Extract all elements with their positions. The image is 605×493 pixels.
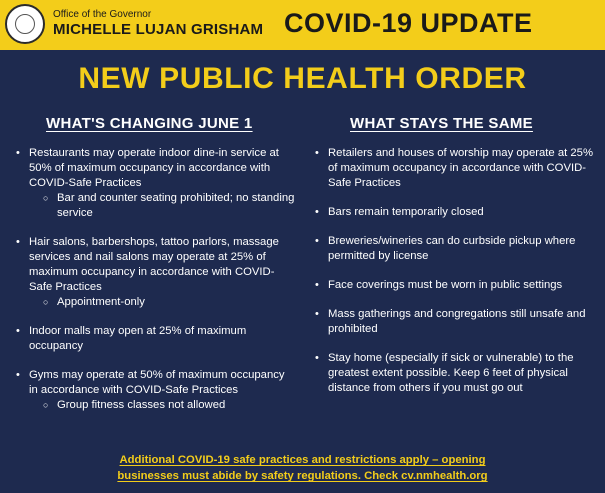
list-item xyxy=(314,278,594,293)
bullet-icon: • xyxy=(315,308,319,320)
item-text: Bars remain temporarily closed xyxy=(328,206,484,218)
page-title: NEW PUBLIC HEALTH ORDER xyxy=(78,62,527,95)
sub-bullet-icon: ○ xyxy=(43,400,49,410)
sub-bullet-icon: ○ xyxy=(43,297,49,307)
list-item xyxy=(15,368,295,413)
list-item xyxy=(314,205,594,220)
item-text: Face coverings must be worn in public settings xyxy=(328,279,563,291)
list-item xyxy=(314,307,594,337)
bullet-icon: • xyxy=(315,352,319,364)
bullet-icon: • xyxy=(16,236,20,248)
list-item xyxy=(15,146,295,221)
governor-name: MICHELLE LUJAN GRISHAM xyxy=(53,21,264,38)
changing-list xyxy=(15,146,295,427)
sub-item-text: Bar and counter seating prohibited; no standing service xyxy=(57,192,295,219)
list-item xyxy=(314,146,594,191)
list-item xyxy=(15,324,295,354)
state-seal-logo xyxy=(5,4,45,44)
bullet-icon: • xyxy=(315,206,319,218)
sub-item xyxy=(29,398,295,413)
bullet-icon: • xyxy=(16,325,20,337)
list-item xyxy=(15,235,295,310)
bullet-icon: • xyxy=(16,369,20,381)
bullet-icon: • xyxy=(315,147,319,159)
bullet-icon: • xyxy=(315,235,319,247)
item-text: Mass gatherings and congregations still unsafe and prohibited xyxy=(328,308,586,335)
list-item xyxy=(314,351,594,396)
item-text: Gyms may operate at 50% of maximum occupancy in accordance with COVID-Safe Practices xyxy=(29,369,285,396)
office-label: Office of the Governor xyxy=(53,9,152,20)
seal-emblem-icon xyxy=(15,14,35,34)
item-text: Hair salons, barbershops, tattoo parlors, massage services and nail salons may operate at 25% of maximum occupancy in accordance with COVID-Safe Practices xyxy=(29,236,279,293)
sub-item-text: Appointment-only xyxy=(57,296,145,308)
changing-heading: WHAT'S CHANGING JUNE 1 xyxy=(46,115,253,132)
header-bar xyxy=(0,0,605,50)
footer-line-1: Additional COVID-19 safe practices and restrictions apply – opening xyxy=(119,454,486,466)
stays-same-heading: WHAT STAYS THE SAME xyxy=(350,115,533,132)
sub-item xyxy=(29,295,295,310)
footer-line-2: businesses must abide by safety regulations. Check cv.nmhealth.org xyxy=(117,470,488,482)
list-item xyxy=(314,234,594,264)
item-text: Stay home (especially if sick or vulnerable) to the greatest extent possible. Keep 6 feet of physical distance from others if you must go out xyxy=(328,352,574,394)
sub-bullet-icon: ○ xyxy=(43,193,49,203)
item-text: Breweries/wineries can do curbside pickup where permitted by license xyxy=(328,235,576,262)
bullet-icon: • xyxy=(315,279,319,291)
stays-same-list xyxy=(314,146,594,410)
item-text: Restaurants may operate indoor dine-in service at 50% of maximum occupancy in accordance with COVID-Safe Practices xyxy=(29,147,279,189)
item-text: Retailers and houses of worship may operate at 25% of maximum occupancy in accordance with COVID-Safe Practices xyxy=(328,147,593,189)
item-text: Indoor malls may open at 25% of maximum occupancy xyxy=(29,325,247,352)
bullet-icon: • xyxy=(16,147,20,159)
update-title: COVID-19 UPDATE xyxy=(284,8,533,38)
sub-item xyxy=(29,191,295,221)
sub-item-text: Group fitness classes not allowed xyxy=(57,399,226,411)
footer-notice xyxy=(0,452,605,484)
